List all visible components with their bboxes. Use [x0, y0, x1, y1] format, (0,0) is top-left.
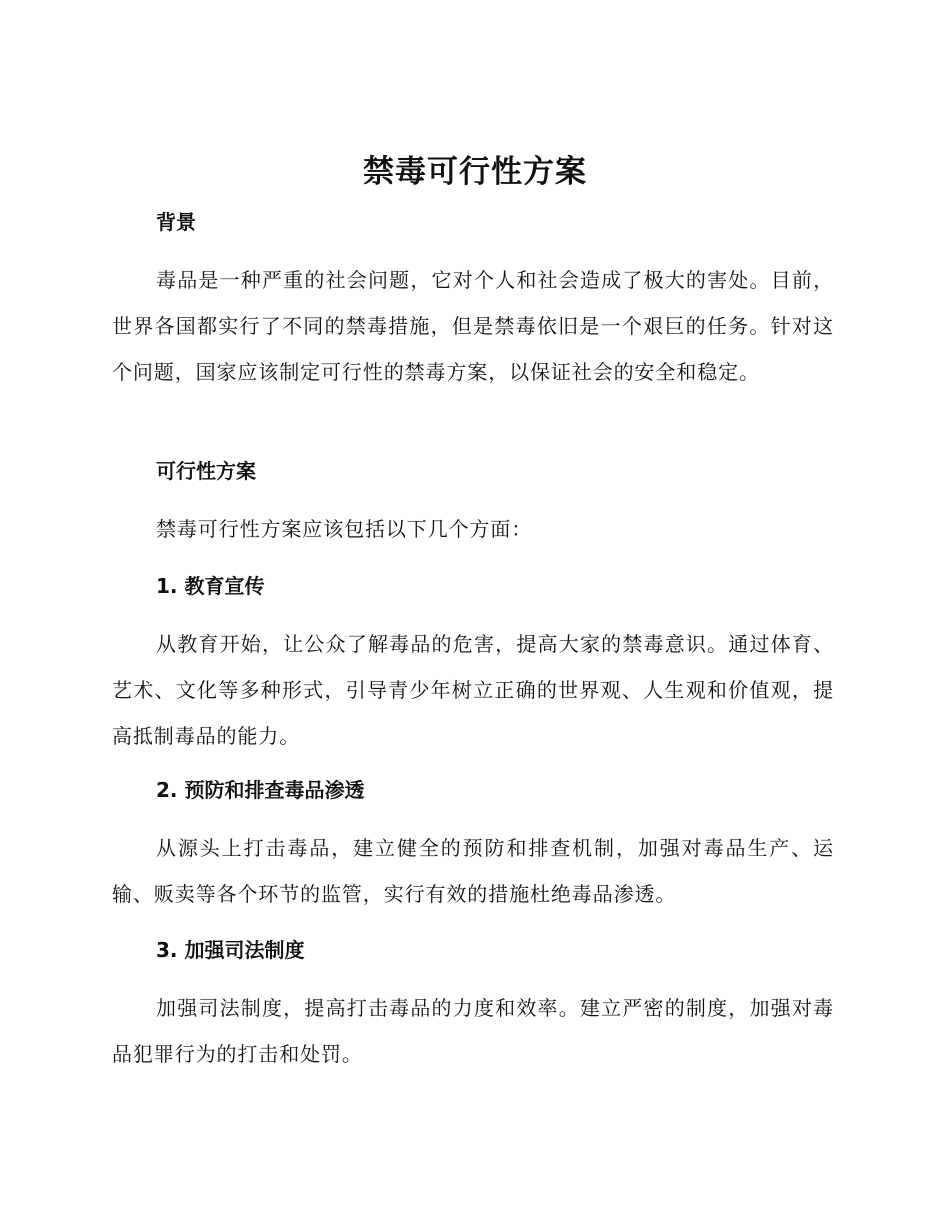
section-heading-plan: 可行性方案 [156, 459, 256, 483]
section-heading-prevention: 2. 预防和排查毒品渗透 [156, 778, 365, 802]
paragraph-education: 从教育开始，让公众了解毒品的危害，提高大家的禁毒意识。通过体育、艺术、文化等多种形式，引导青少年树立正确的世界观、人生观和价值观，提高抵制毒品的能力。 [112, 632, 834, 748]
section-heading-background: 背景 [156, 210, 196, 234]
section-heading-judicial: 3. 加强司法制度 [156, 938, 305, 962]
section-heading-education: 1. 教育宣传 [156, 574, 265, 598]
paragraph-background: 毒品是一种严重的社会问题，它对个人和社会造成了极大的害处。目前，世界各国都实行了不同的禁毒措施，但是禁毒依旧是一个艰巨的任务。针对这个问题，国家应该制定可行性的禁毒方案，以保证社会的安全和稳定。 [112, 268, 834, 384]
paragraph-prevention: 从源头上打击毒品，建立健全的预防和排查机制，加强对毒品生产、运输、贩卖等各个环节的监管，实行有效的措施杜绝毒品渗透。 [112, 836, 834, 906]
paragraph-plan-intro: 禁毒可行性方案应该包括以下几个方面： [156, 517, 533, 541]
document-title: 禁毒可行性方案 [363, 154, 587, 190]
paragraph-judicial: 加强司法制度，提高打击毒品的力度和效率。建立严密的制度，加强对毒品犯罪行为的打击和处罚。 [112, 996, 834, 1066]
